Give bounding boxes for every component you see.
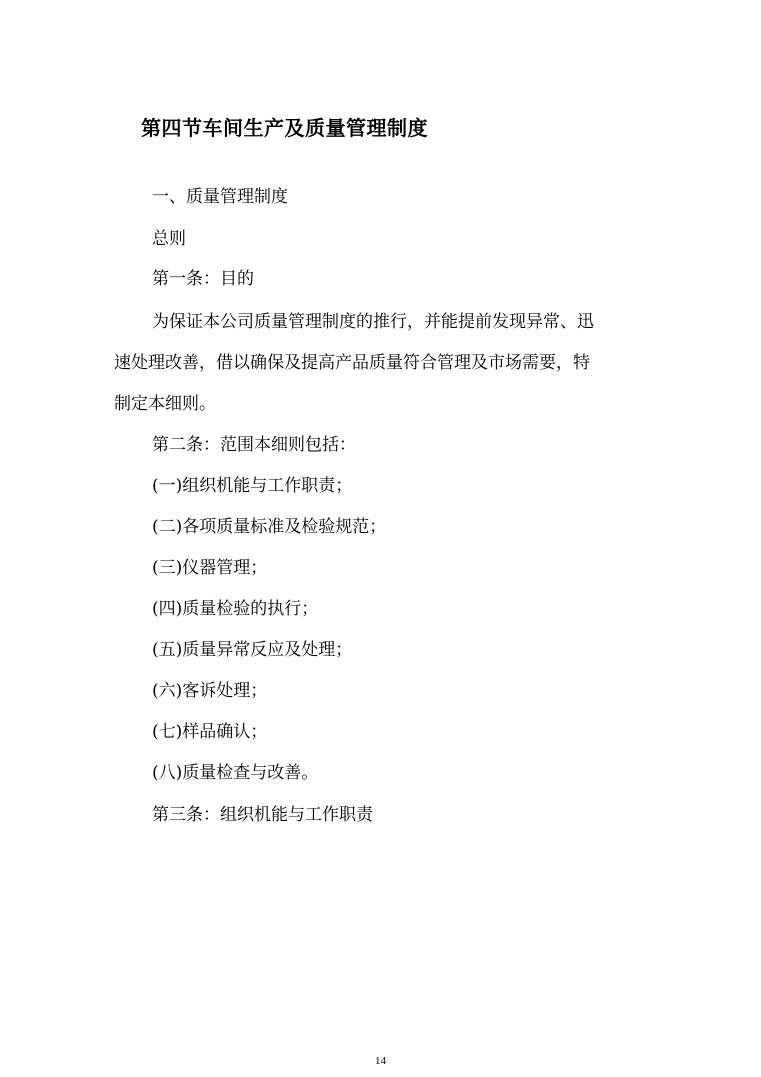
article-2-item-8: (八)质量检查与改善。 xyxy=(152,763,319,783)
general-heading: 总则 xyxy=(152,229,186,249)
article-3-title: 第三条：组织机能与工作职责 xyxy=(152,805,373,825)
article-2-item-3: (三)仪器管理； xyxy=(152,558,268,578)
article-2-item-7: (七)样品确认； xyxy=(152,722,268,742)
article-1-paragraph-line-2: 速处理改善，借以确保及提高产品质量符合管理及市场需要，特 xyxy=(114,353,590,373)
article-2-title: 第二条：范围本细则包括： xyxy=(152,435,356,455)
article-2-item-6: (六)客诉处理； xyxy=(152,681,268,701)
article-1-paragraph-line-1: 为保证本公司质量管理制度的推行，并能提前发现异常、迅 xyxy=(152,312,594,332)
article-2-item-4: (四)质量检验的执行； xyxy=(152,599,319,619)
section-heading: 第四节车间生产及质量管理制度 xyxy=(141,116,428,140)
article-1-title: 第一条：目的 xyxy=(152,269,254,289)
article-1-paragraph-line-3: 制定本细则。 xyxy=(114,394,216,414)
subsection-heading: 一、质量管理制度 xyxy=(152,187,288,207)
page-number: 14 xyxy=(375,1055,386,1067)
article-2-item-5: (五)质量异常反应及处理； xyxy=(152,640,353,660)
article-2-item-2: (二)各项质量标准及检验规范； xyxy=(152,517,387,537)
article-2-item-1: (一)组织机能与工作职责； xyxy=(152,476,353,496)
